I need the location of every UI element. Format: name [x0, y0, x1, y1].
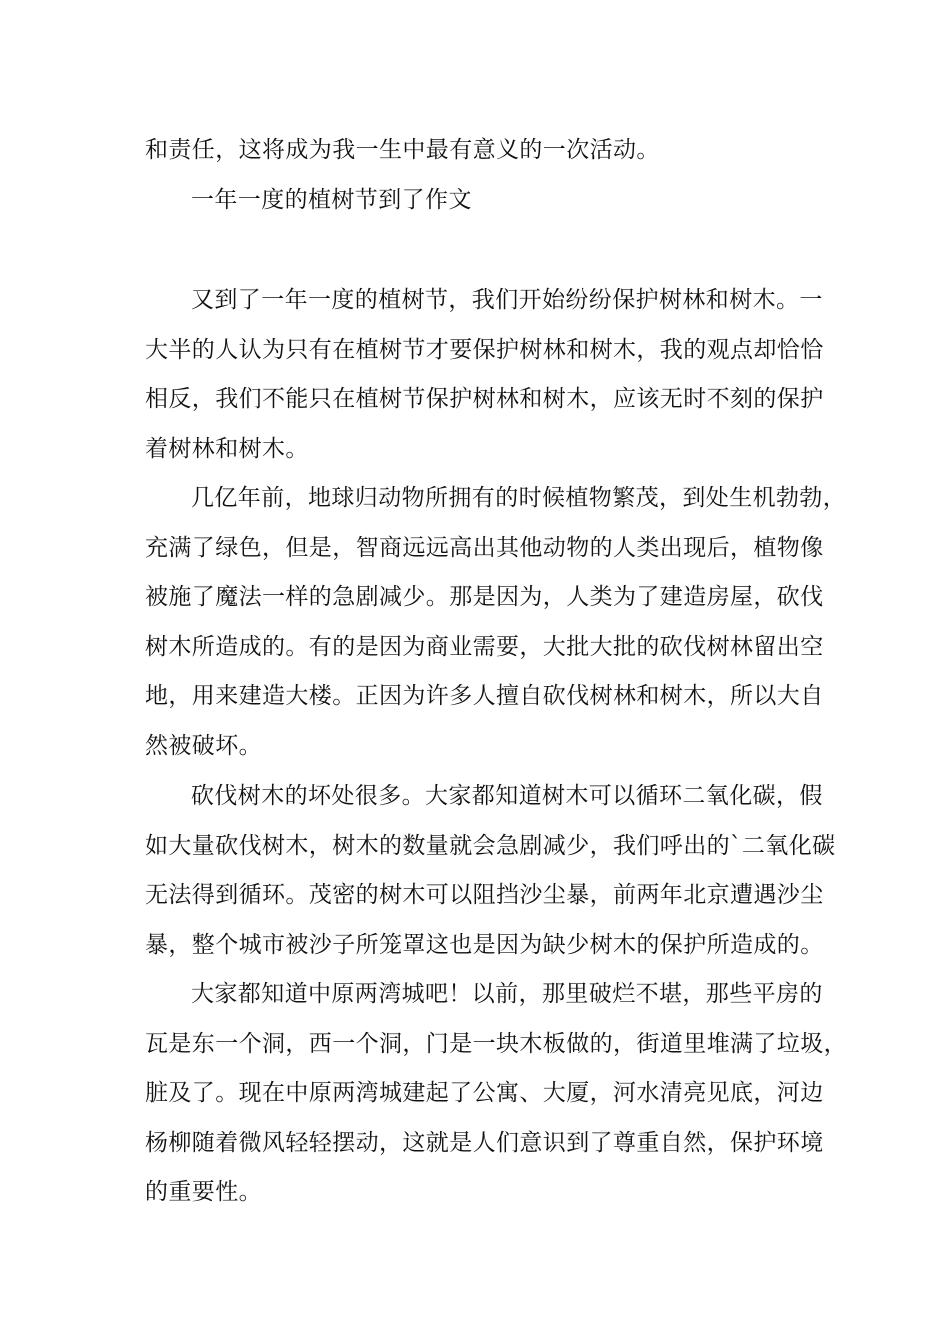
- paragraph-line: 地，用来建造大楼。正因为许多人擅自砍伐树林和树木，所以大自: [145, 683, 824, 709]
- paragraph-line: 充满了绿色，但是，智商远远高出其他动物的人类出现后，植物像: [145, 534, 824, 561]
- paragraph-2: [145, 474, 847, 771]
- paragraph-line: 树木所造成的。有的是因为商业需要，大批大批的砍伐树林留出空: [145, 633, 824, 660]
- paragraph-3: [145, 772, 836, 970]
- paragraph-line: 相反，我们不能只在植树节保护树林和树木，应该无时不刻的保护: [145, 386, 824, 412]
- paragraph-line: 然被破坏。: [145, 732, 262, 759]
- paragraph-line: 大半的人认为只有在植树节才要保护树林和树木，我的观点却恰恰: [145, 336, 824, 363]
- paragraph-line: 几亿年前，地球归动物所拥有的时候植物繁茂，到处生机勃勃，: [191, 485, 847, 511]
- continuation-paragraph: [145, 126, 825, 176]
- essay-title: 一年一度的植树节到了作文: [191, 187, 472, 213]
- paragraph-line: 暴，整个城市被沙子所笼罩这也是因为缺少树木的保护所造成的。: [145, 931, 824, 958]
- paragraph-line: 如大量砍伐树木，树木的数量就会急剧减少，我们呼出的`二氧化碳: [145, 832, 836, 859]
- paragraph-line: 着树林和树木。: [145, 435, 309, 462]
- paragraph-line: 无法得到循环。茂密的树木可以阻挡沙尘暴，前两年北京遭遇沙尘: [145, 882, 824, 908]
- paragraph-line: 瓦是东一个洞，西一个洞，门是一块木板做的，街道里堆满了垃圾，: [145, 1030, 847, 1057]
- paragraph-4: [145, 970, 847, 1218]
- paragraph-line: 脏及了。现在中原两湾城建起了公寓、大厦，河水清亮见底，河边: [145, 1080, 824, 1106]
- paragraph-line: 砍伐树木的坏处很多。大家都知道树木可以循环二氧化碳，假: [191, 783, 823, 809]
- paragraph-line: 又到了一年一度的植树节，我们开始纷纷保护树林和树木。一: [191, 287, 823, 313]
- paragraph-line: 杨柳随着微风轻轻摆动，这就是人们意识到了尊重自然，保护环境: [145, 1129, 824, 1156]
- continuation-line: 和责任，这将成为我一生中最有意义的一次活动。: [145, 137, 660, 163]
- paragraph-line: 被施了魔法一样的急剧减少。那是因为，人类为了建造房屋，砍伐: [145, 584, 824, 610]
- paragraph-line: 大家都知道中原两湾城吧！以前，那里破烂不堪，那些平房的: [191, 981, 823, 1007]
- paragraph-line: 的重要性。: [145, 1179, 262, 1205]
- paragraph-1: [145, 276, 825, 474]
